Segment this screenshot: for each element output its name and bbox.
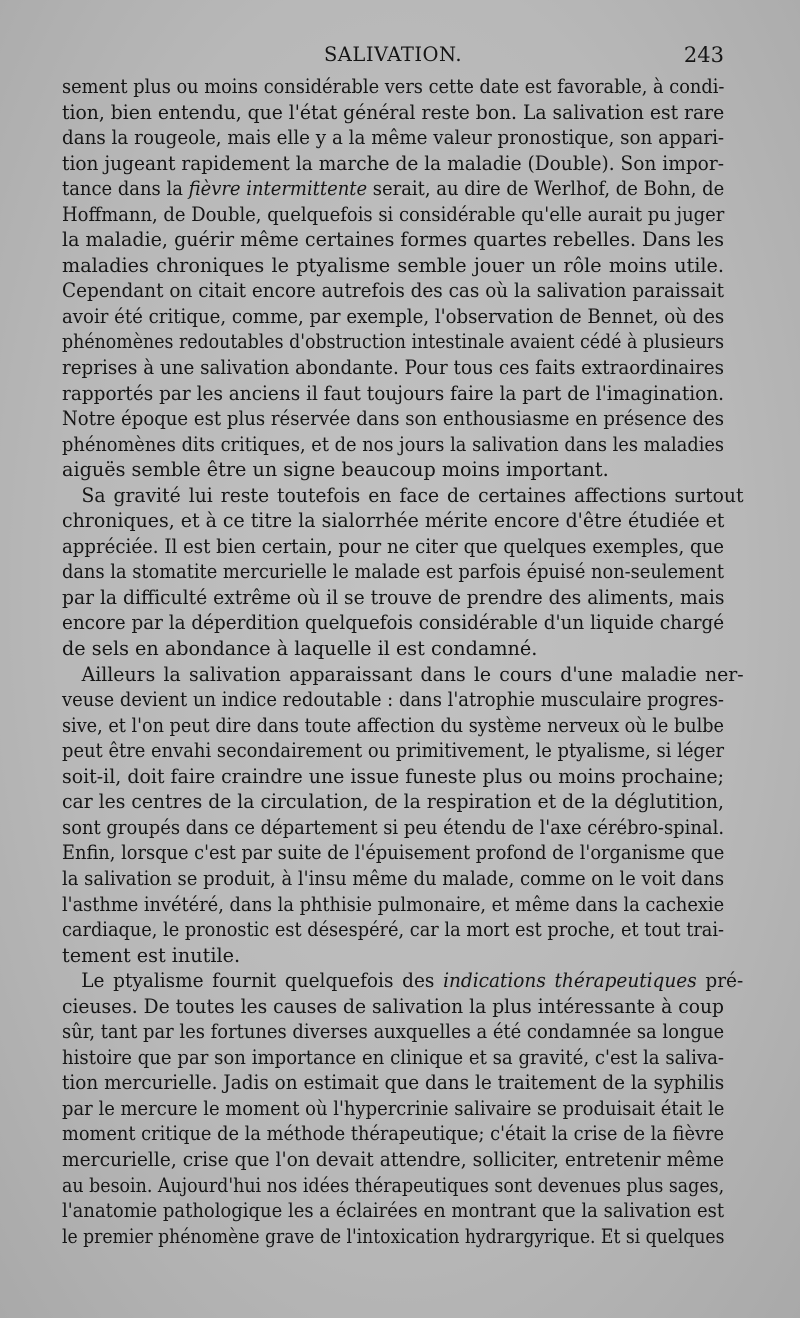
page-header <box>62 40 724 70</box>
running-title: SALIVATION. <box>323 43 463 66</box>
page-number: 243 <box>683 43 724 67</box>
text-line: dans la stomatite mercurielle le malade est parfois épuisé non-seulement <box>62 560 725 584</box>
text-run: serait, au dire de Werlhof, de Bohn, de <box>367 177 725 201</box>
text-line: rapportés par les anciens il faut toujours faire la part de l'imagination. <box>62 381 725 405</box>
text-line: phénomènes redoutables d'obstruction intestinale avaient cédé à plusieurs <box>62 330 724 354</box>
text-line: Enfin, lorsque c'est par suite de l'épuisement profond de l'organisme que <box>62 841 725 865</box>
text-run: pré- <box>696 969 744 993</box>
text-line: chroniques, et à ce titre la sialorrhée mérite encore d'être étudiée et <box>62 509 725 533</box>
text-line: au besoin. Aujourd'hui nos idées thérapeutiques sont devenues plus sages, <box>62 1173 725 1197</box>
italic-term: indications thérapeutiques <box>443 969 697 993</box>
paragraph <box>62 483 744 662</box>
text-line <box>62 176 724 202</box>
text-line: phénomènes dits critiques, et de nos jours la salivation dans les maladies <box>62 432 725 456</box>
text-line: cieuses. De toutes les causes de salivation la plus intéressante à coup <box>62 994 724 1018</box>
text-line: par la difficulté extrême où il se trouve de prendre des aliments, mais <box>62 585 725 609</box>
text-line: le premier phénomène grave de l'intoxication hydrargyrique. Et si quelques <box>62 1224 725 1248</box>
paragraph <box>62 74 724 483</box>
text-line: maladies chroniques le ptyalisme semble jouer un rôle moins utile. <box>62 253 724 277</box>
text-line: Hoffmann, de Double, quelquefois si considérable qu'elle aurait pu juger <box>62 202 725 226</box>
text-line <box>62 968 743 994</box>
text-run: tance dans la <box>62 177 189 201</box>
text-line: soit-il, doit faire craindre une issue funeste plus ou moins prochaine; <box>62 764 725 788</box>
text-line: peut être envahi secondairement ou primitivement, le ptyalisme, si léger <box>62 739 725 763</box>
text-line: sement plus ou moins considérable vers cette date est favorable, à condi- <box>62 75 725 98</box>
italic-term: fièvre intermittente <box>188 177 368 201</box>
text-line: tion mercurielle. Jadis on estimait que dans le traitement de la syphilis <box>62 1071 725 1095</box>
paragraph <box>62 662 744 969</box>
text-line: moment critique de la méthode thérapeutique; c'était la crise de la fièvre <box>62 1122 725 1146</box>
text-line: encore par la déperdition quelquefois considérable d'un liquide chargé <box>62 611 725 635</box>
page-body <box>62 74 744 1249</box>
text-line: reprises à une salivation abondante. Pour tous ces faits extraordinaires <box>62 356 724 380</box>
text-line: par le mercure le moment où l'hypercrinie salivaire se produisait était le <box>62 1096 725 1120</box>
paragraph <box>62 968 744 1249</box>
text-line: Notre époque est plus réservée dans son enthousiasme en présence des <box>62 407 725 431</box>
text-line: tement est inutile. <box>62 943 241 967</box>
text-line: tion jugeant rapidement la marche de la maladie (Double). Son impor- <box>62 151 724 175</box>
text-line: Sa gravité lui reste toutefois en face de certaines affections surtout <box>81 483 744 507</box>
text-line: l'asthme invétéré, dans la phthisie pulmonaire, et même dans la cachexie <box>62 892 725 916</box>
text-line: de sels en abondance à laquelle il est condamné. <box>62 637 538 661</box>
text-run: Le ptyalisme fournit quelquefois des <box>81 969 444 993</box>
text-line: la maladie, guérir même certaines formes quartes rebelles. Dans les <box>62 228 724 252</box>
text-line: tion, bien entendu, que l'état général reste bon. La salivation est rare <box>62 100 725 124</box>
text-line: Cependant on citait encore autrefois des cas où la salivation paraissait <box>62 279 724 303</box>
text-line: cardiaque, le pronostic est désespéré, car la mort est proche, et tout trai- <box>62 918 725 942</box>
text-line: histoire que par son importance en clinique et sa gravité, c'est la saliva- <box>62 1045 725 1069</box>
text-line: Ailleurs la salivation apparaissant dans le cours d'une maladie ner- <box>81 662 744 686</box>
text-line: dans la rougeole, mais elle y a la même valeur pronostique, son appari- <box>62 126 725 150</box>
text-line: car les centres de la circulation, de la respiration et de la déglutition, <box>62 790 724 814</box>
text-line: sive, et l'on peut dire dans toute affection du système nerveux où le bulbe <box>62 713 724 737</box>
text-line: avoir été critique, comme, par exemple, l'observation de Bennet, où des <box>62 304 725 328</box>
text-line: la salivation se produit, à l'insu même du malade, comme on le voit dans <box>62 866 725 890</box>
text-line: mercurielle, crise que l'on devait attendre, solliciter, entretenir même <box>62 1147 725 1171</box>
text-line: sont groupés dans ce département si peu étendu de l'axe cérébro-spinal. <box>62 815 725 839</box>
text-line: l'anatomie pathologique les a éclairées en montrant que la salivation est <box>62 1199 725 1223</box>
text-line: appréciée. Il est bien certain, pour ne citer que quelques exemples, que <box>62 534 725 558</box>
text-line: sûr, tant par les fortunes diverses auxquelles a été condamnée sa longue <box>62 1020 725 1044</box>
text-line: aiguës semble être un signe beaucoup moins important. <box>62 458 609 482</box>
text-line: veuse devient un indice redoutable : dans l'atrophie musculaire progres- <box>62 688 724 712</box>
